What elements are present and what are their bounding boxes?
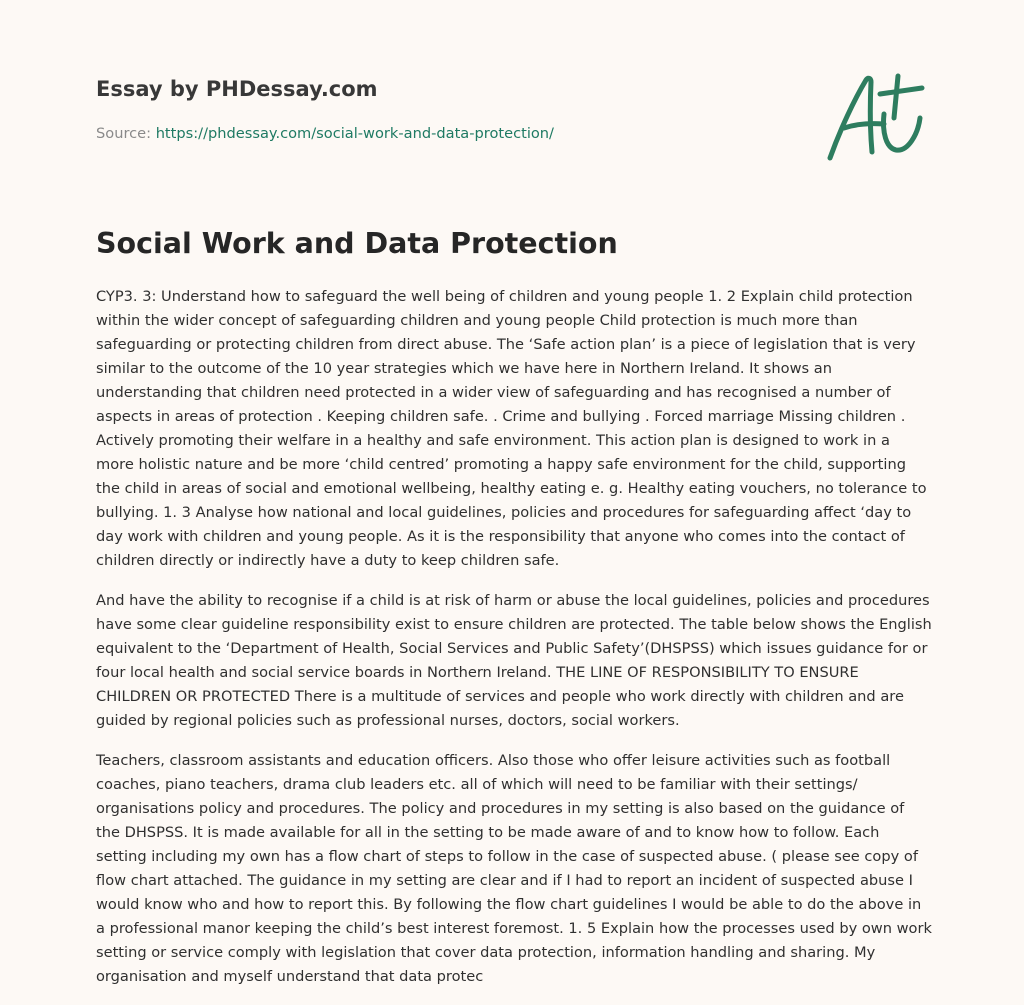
essay-paragraph: Teachers, classroom assistants and education officers. Also those who offer leisure activities such as football coaches, piano teachers, drama club leaders etc. all of which will need to be familiar with their settings/ organisations policy and procedures. The policy and procedures in my setting is also based on the guidance of the DHSPSS. It is made available for all in the setting to be made aware of and to know how to follow. Each setting including my own has a flow chart of steps to follow in the case of suspected abuse. ( please see copy of flow chart attached. The guidance in my setting are clear and if I had to report an incident of suspected abuse I would know who and how to report this. By following the flow chart guidelines I would be able to do the above in a professional manor keeping the child’s best interest foremost. 1. 5 Explain how the processes used by own work setting or service comply with legislation that cover data protection, information handling and sharing. My organisation and myself understand that data protec (96, 752, 932, 985)
a-plus-grade-icon (822, 68, 926, 164)
essay-body (96, 285, 932, 1005)
source-line (96, 124, 856, 144)
source-label: Source: (96, 125, 152, 142)
essay-paragraph: And have the ability to recognise if a child is at risk of harm or abuse the local guidelines, policies and procedures have some clear guideline responsibility exist to ensure children are protected. The table below shows the English equivalent to the ‘Department of Health, Social Services and Public Safety’(DHSPSS) which issues guidance for or four local health and social service boards in Northern Ireland. THE LINE OF RESPONSIBILITY TO ENSURE CHILDREN OR PROTECTED There is a multitude of services and people who work directly with children and are guided by regional policies such as professional nurses, doctors, social workers. (96, 592, 932, 729)
page-header (96, 74, 856, 144)
page-title: Social Work and Data Protection (96, 227, 618, 260)
source-link[interactable]: https://phdessay.com/social-work-and-data-protection/ (155, 125, 554, 142)
site-title: Essay by PHDessay.com (96, 77, 378, 101)
essay-paragraph: CYP3. 3: Understand how to safeguard the well being of children and young people 1. 2 Explain child protection within the wider concept of safeguarding children and young people Child protection is much more than safeguarding or protecting children from direct abuse. The ‘Safe action plan’ is a piece of legislation that is very similar to the outcome of the 10 year strategies which we have here in Northern Ireland. It shows an understanding that children need protected in a wider view of safeguarding and has recognised a number of aspects in areas of protection . Keeping children safe. . Crime and bullying . Forced marriage Missing children . Actively promoting their welfare in a healthy and safe environment. This action plan is designed to work in a more holistic nature and be more ‘child centred’ promoting a happy safe environment for the child, supporting the child in areas of social and emotional wellbeing, healthy eating e. g. Healthy eating vouchers, no tolerance to bullying. 1. 3 Analyse how national and local guidelines, policies and procedures for safeguarding affect ‘day to day work with children and young people. As it is the responsibility that anyone who comes into the contact of children directly or indirectly have a duty to keep children safe. (96, 288, 927, 569)
